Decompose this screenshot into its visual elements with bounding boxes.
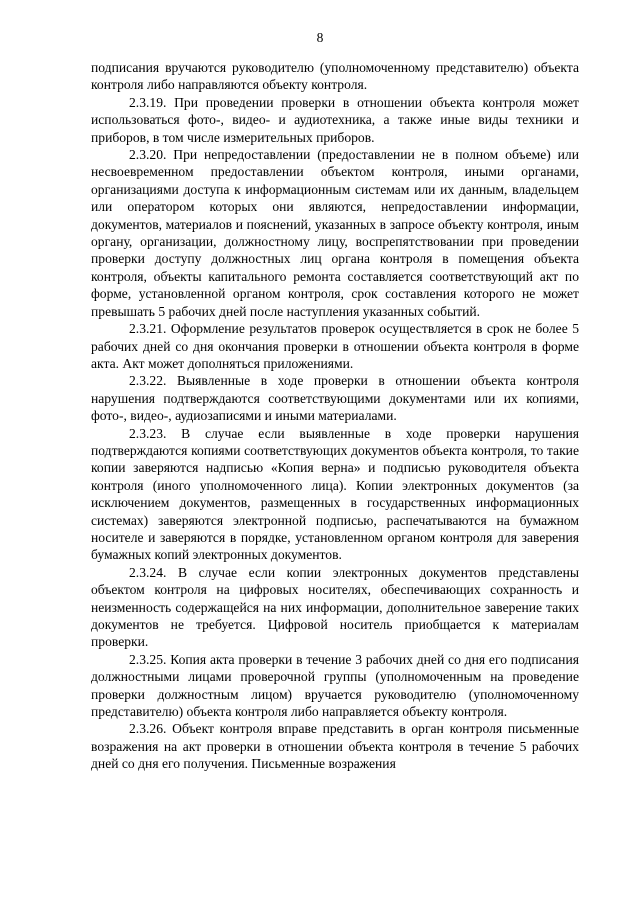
paragraph-2-3-19: 2.3.19. При проведении проверки в отношении объекта контроля может использоваться фото-, видео- и аудиотехника, а также иные виды техники и приборов, в том числе измерительных приборов. [91, 94, 579, 145]
paragraph-continuation: подписания вручаются руководителю (уполномоченному представителю) объекта контроля либо направляются объекту контроля. [91, 60, 579, 93]
paragraph-2-3-22: 2.3.22. Выявленные в ходе проверки в отношении объекта контроля нарушения подтверждаются соответствующими документами или их копиями, фото-, видео-, аудиозаписями и иными материалами. [91, 373, 579, 424]
page-number: 8 [316, 30, 324, 45]
document-body [91, 59, 579, 773]
paragraph-2-3-23: 2.3.23. В случае если выявленные в ходе проверки нарушения подтверждаются копиями соответствующих документов объекта контроля, то такие копии заверяются надписью «Копия верна» и подписью руководителя объекта контроля (иного уполномоченного лица). Копии электронных документов (за исключением документов, размещенных в государственных информационных системах) заверяются электронной подписью, распечатываются на бумажном носителе и заверяются в порядке, установленном органом контроля для заверения бумажных копий электронных документов. [91, 425, 579, 563]
paragraph-2-3-25: 2.3.25. Копия акта проверки в течение 3 рабочих дней со дня его подписания должностными лицами проверочной группы (уполномоченным на проведение проверки должностным лицом) вручается руководителю (уполномоченному представителю) объекта контроля либо направляется объекту контроля. [91, 651, 579, 720]
paragraph-2-3-24: 2.3.24. В случае если копии электронных документов представлены объектом контроля на цифровых носителях, обеспечивающих сохранность и неизменность содержащейся на них информации, дополнительное заверение таких документов не требуется. Цифровой носитель приобщается к материалам проверки. [91, 564, 579, 650]
paragraph-2-3-21: 2.3.21. Оформление результатов проверок осуществляется в срок не более 5 рабочих дней со дня окончания проверки в отношении объекта контроля в форме акта. Акт может дополняться приложениями. [91, 321, 579, 371]
paragraph-2-3-20: 2.3.20. При непредоставлении (предоставлении не в полном объеме) или несвоевременном предоставлении объектом контроля, иными органами, организациями доступа к информационным системам или их данным, владельцем или оператором которых они являются, непредоставлении информации, документов, материалов и пояснений, указанных в запросе объекту контроля, иным органу, организации, должностному лицу, воспрепятствовании при проведении проверки доступу должностных лиц органа контроля в помещения объекта контроля, объекты капитального ремонта составляется соответствующий акт по форме, установленной органом контроля, срок составления которого не может превышать 5 рабочих дней после наступления указанных событий. [91, 147, 579, 319]
paragraph-2-3-26: 2.3.26. Объект контроля вправе представить в орган контроля письменные возражения на акт проверки в отношении объекта контроля в течение 5 рабочих дней со дня его получения. Письменные возражения [91, 721, 579, 772]
